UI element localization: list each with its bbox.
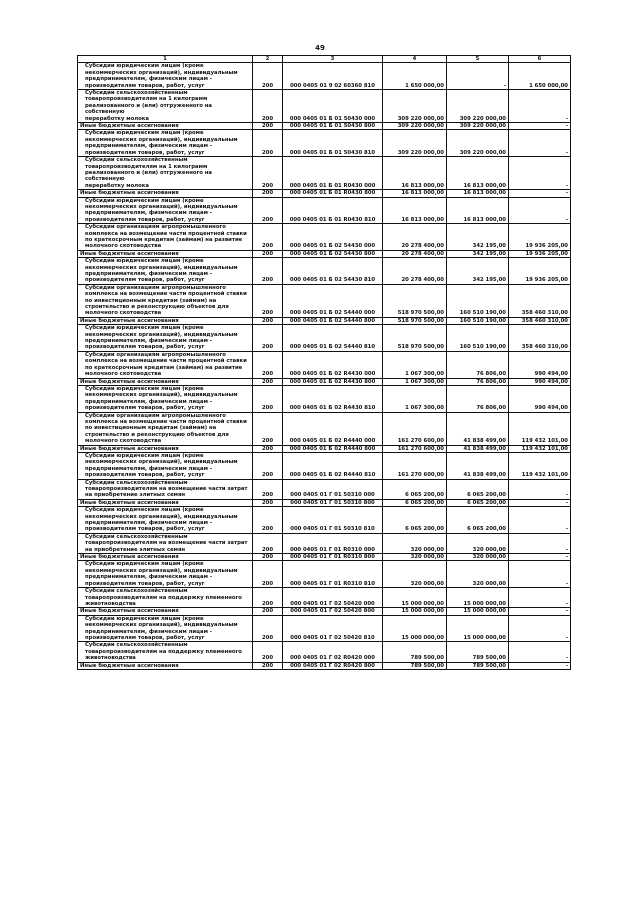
row-name-cell: Иные бюджетные ассигнования bbox=[78, 662, 253, 669]
row-col5-value: 15 000 000,00 bbox=[447, 615, 509, 642]
table-row bbox=[78, 90, 571, 123]
row-col4-value: 320 000,00 bbox=[383, 533, 447, 553]
row-name-cell: Субсидии сельскохозяйственным товаропроизводителям на возмещение части затрат на приобретение элитных семян bbox=[78, 533, 253, 553]
row-kbk-cell: 000 0405 01 Г 02 50420 800 bbox=[283, 608, 383, 615]
row-kbk-cell: 000 0405 01 Г 02 50420 000 bbox=[283, 588, 383, 608]
table-row bbox=[78, 412, 571, 445]
row-kbk-cell: 000 0405 01 Г 02 R0420 000 bbox=[283, 642, 383, 662]
table-row bbox=[78, 588, 571, 608]
row-col5-value: 320 000,00 bbox=[447, 554, 509, 561]
row-code-cell: 200 bbox=[253, 452, 283, 479]
table-row bbox=[78, 608, 571, 615]
table-row bbox=[78, 385, 571, 412]
row-code-cell: 200 bbox=[253, 130, 283, 157]
row-col6-value: 19 936 205,00 bbox=[509, 258, 571, 285]
row-name-cell: Субсидии юридическим лицам (кроме некоммерческих организаций), индивидуальным предпринимателям, физическим лицам - производителям товаров, работ, услуг bbox=[78, 325, 253, 352]
row-kbk-cell: 000 0405 01 Б 02 R4430 000 bbox=[283, 351, 383, 378]
row-kbk-cell: 000 0405 01 9 02 60360 810 bbox=[283, 63, 383, 90]
row-col4-value: 789 500,00 bbox=[383, 642, 447, 662]
row-col6-value: - bbox=[509, 157, 571, 190]
row-kbk-cell: 000 0405 01 Б 02 54440 810 bbox=[283, 325, 383, 352]
row-code-cell: 200 bbox=[253, 190, 283, 197]
table-row bbox=[78, 452, 571, 479]
table-row bbox=[78, 284, 571, 317]
row-name-cell: Субсидии юридическим лицам (кроме некоммерческих организаций), индивидуальным предпринимателям, физическим лицам - производителям товаров, работ, услуг bbox=[78, 385, 253, 412]
row-kbk-cell: 000 0405 01 Б 01 R0430 810 bbox=[283, 197, 383, 224]
budget-table-body bbox=[78, 56, 571, 670]
row-col6-value: - bbox=[509, 642, 571, 662]
row-col6-value: 1 650 000,00 bbox=[509, 63, 571, 90]
row-col5-value: 342 195,00 bbox=[447, 224, 509, 251]
row-kbk-cell: 000 0405 01 Г 01 R0310 800 bbox=[283, 554, 383, 561]
row-code-cell: 200 bbox=[253, 642, 283, 662]
table-row bbox=[78, 197, 571, 224]
row-col6-value: 990 494,00 bbox=[509, 378, 571, 385]
table-row bbox=[78, 507, 571, 534]
row-name-cell: Субсидии сельскохозяйственным товаропроизводителям на возмещение части затрат на приобретение элитных семян bbox=[78, 479, 253, 499]
row-col6-value: - bbox=[509, 190, 571, 197]
row-col4-value: 6 065 200,00 bbox=[383, 507, 447, 534]
row-name-cell: Субсидии юридическим лицам (кроме некоммерческих организаций), индивидуальным предпринимателям, физическим лицам - производителям товаров, работ, услуг bbox=[78, 615, 253, 642]
row-name-cell: Иные бюджетные ассигнования bbox=[78, 499, 253, 506]
row-kbk-cell: 000 0405 01 Б 02 R4430 810 bbox=[283, 385, 383, 412]
row-col4-value: 161 270 600,00 bbox=[383, 452, 447, 479]
row-kbk-cell: 000 0405 01 Г 01 50310 800 bbox=[283, 499, 383, 506]
table-row bbox=[78, 642, 571, 662]
row-code-cell: 200 bbox=[253, 250, 283, 257]
row-col6-value: 358 460 310,00 bbox=[509, 317, 571, 324]
row-code-cell: 200 bbox=[253, 499, 283, 506]
row-name-cell: Иные бюджетные ассигнования bbox=[78, 445, 253, 452]
row-col4-value: 16 813 000,00 bbox=[383, 157, 447, 190]
row-col5-value: 76 806,00 bbox=[447, 351, 509, 378]
table-row bbox=[78, 123, 571, 130]
row-code-cell: 200 bbox=[253, 224, 283, 251]
row-code-cell: 200 bbox=[253, 561, 283, 588]
row-code-cell: 200 bbox=[253, 90, 283, 123]
table-row bbox=[78, 662, 571, 669]
row-col4-value: 518 970 500,00 bbox=[383, 317, 447, 324]
row-col5-value: 309 220 000,00 bbox=[447, 90, 509, 123]
row-col5-value: 342 195,00 bbox=[447, 258, 509, 285]
row-col5-value: 16 813 000,00 bbox=[447, 190, 509, 197]
row-name-cell: Иные бюджетные ассигнования bbox=[78, 317, 253, 324]
row-name-cell: Иные бюджетные ассигнования bbox=[78, 250, 253, 257]
row-code-cell: 200 bbox=[253, 351, 283, 378]
row-col5-value: 160 510 190,00 bbox=[447, 284, 509, 317]
row-col4-value: 320 000,00 bbox=[383, 554, 447, 561]
row-col4-value: 320 000,00 bbox=[383, 561, 447, 588]
row-code-cell: 200 bbox=[253, 157, 283, 190]
row-col6-value: 990 494,00 bbox=[509, 385, 571, 412]
row-kbk-cell: 000 0405 01 Б 02 R4430 800 bbox=[283, 378, 383, 385]
row-name-cell: Субсидии юридическим лицам (кроме некоммерческих организаций), индивидуальным предпринимателям, физическим лицам - производителям товаров, работ, услуг bbox=[78, 130, 253, 157]
row-col6-value: - bbox=[509, 197, 571, 224]
row-col4-value: 161 270 600,00 bbox=[383, 445, 447, 452]
row-code-cell: 200 bbox=[253, 258, 283, 285]
header-col-4: 4 bbox=[383, 56, 447, 63]
row-col5-value: 76 806,00 bbox=[447, 385, 509, 412]
row-col4-value: 789 500,00 bbox=[383, 662, 447, 669]
header-row bbox=[78, 56, 571, 63]
row-col6-value: 990 494,00 bbox=[509, 351, 571, 378]
header-col-3: 3 bbox=[283, 56, 383, 63]
row-kbk-cell: 000 0405 01 Г 02 R0420 800 bbox=[283, 662, 383, 669]
row-code-cell: 200 bbox=[253, 123, 283, 130]
row-col6-value: - bbox=[509, 588, 571, 608]
header-col-1: 1 bbox=[78, 56, 253, 63]
row-col5-value: 342 195,00 bbox=[447, 250, 509, 257]
row-code-cell: 200 bbox=[253, 507, 283, 534]
row-kbk-cell: 000 0405 01 Б 02 54430 800 bbox=[283, 250, 383, 257]
row-col6-value: - bbox=[509, 123, 571, 130]
row-code-cell: 200 bbox=[253, 554, 283, 561]
row-col6-value: 19 936 205,00 bbox=[509, 224, 571, 251]
row-col5-value: 76 806,00 bbox=[447, 378, 509, 385]
table-row bbox=[78, 130, 571, 157]
row-kbk-cell: 000 0405 01 Б 02 54440 000 bbox=[283, 284, 383, 317]
row-name-cell: Иные бюджетные ассигнования bbox=[78, 123, 253, 130]
row-name-cell: Субсидии юридическим лицам (кроме некоммерческих организаций), индивидуальным предпринимателям, физическим лицам - производителям товаров, работ, услуг bbox=[78, 561, 253, 588]
row-name-cell: Субсидии юридическим лицам (кроме некоммерческих организаций), индивидуальным предпринимателям, физическим лицам - производителям товаров, работ, услуг bbox=[78, 452, 253, 479]
row-name-cell: Иные бюджетные ассигнования bbox=[78, 190, 253, 197]
row-name-cell: Субсидии юридическим лицам (кроме некоммерческих организаций), индивидуальным предпринимателям, физическим лицам - производителям товаров, работ, услуг bbox=[78, 63, 253, 90]
row-kbk-cell: 000 0405 01 Г 01 50310 810 bbox=[283, 507, 383, 534]
row-col6-value: - bbox=[509, 608, 571, 615]
row-name-cell: Субсидии сельскохозяйственным товаропроизводителям на поддержку племенного животноводства bbox=[78, 642, 253, 662]
table-row bbox=[78, 378, 571, 385]
table-row bbox=[78, 224, 571, 251]
row-name-cell: Субсидии организациям агропромышленного комплекса на возмещение части процентной ставки по инвестиционным кредитам (займам) на строительство и реконструкцию объектов для молочного скотоводства bbox=[78, 284, 253, 317]
row-col5-value: 16 813 000,00 bbox=[447, 197, 509, 224]
row-name-cell: Субсидии организациям агропромышленного комплекса на возмещение части процентной ставки по краткосрочным кредитам (займам) на развитие молочного скотоводства bbox=[78, 351, 253, 378]
row-col5-value: 160 510 190,00 bbox=[447, 317, 509, 324]
row-col4-value: 20 278 400,00 bbox=[383, 250, 447, 257]
row-col5-value: 41 838 499,00 bbox=[447, 445, 509, 452]
row-col5-value: 789 500,00 bbox=[447, 642, 509, 662]
row-col5-value: 16 813 000,00 bbox=[447, 157, 509, 190]
row-kbk-cell: 000 0405 01 Б 02 R4440 800 bbox=[283, 445, 383, 452]
row-kbk-cell: 000 0405 01 Б 01 R0430 800 bbox=[283, 190, 383, 197]
row-col6-value: - bbox=[509, 561, 571, 588]
row-col6-value: 119 432 101,00 bbox=[509, 412, 571, 445]
row-code-cell: 200 bbox=[253, 445, 283, 452]
row-col5-value: 789 500,00 bbox=[447, 662, 509, 669]
row-col5-value: 6 065 200,00 bbox=[447, 479, 509, 499]
row-code-cell: 200 bbox=[253, 63, 283, 90]
row-col4-value: 15 000 000,00 bbox=[383, 615, 447, 642]
row-col5-value: 320 000,00 bbox=[447, 561, 509, 588]
row-col4-value: 518 970 500,00 bbox=[383, 325, 447, 352]
header-col-2: 2 bbox=[253, 56, 283, 63]
table-row bbox=[78, 63, 571, 90]
row-kbk-cell: 000 0405 01 Г 01 R0310 000 bbox=[283, 533, 383, 553]
row-code-cell: 200 bbox=[253, 325, 283, 352]
row-name-cell: Субсидии сельскохозяйственным товаропроизводителям на 1 килограмм реализованного и (или) отгруженного на собственную переработку молока bbox=[78, 90, 253, 123]
row-col6-value: 358 460 310,00 bbox=[509, 284, 571, 317]
row-col4-value: 309 220 000,00 bbox=[383, 90, 447, 123]
row-col4-value: 16 813 000,00 bbox=[383, 197, 447, 224]
table-row bbox=[78, 615, 571, 642]
table-row bbox=[78, 554, 571, 561]
row-col6-value: 19 936 205,00 bbox=[509, 250, 571, 257]
row-col6-value: - bbox=[509, 615, 571, 642]
row-name-cell: Субсидии юридическим лицам (кроме некоммерческих организаций), индивидуальным предпринимателям, физическим лицам - производителям товаров, работ, услуг bbox=[78, 507, 253, 534]
row-col5-value: 309 220 000,00 bbox=[447, 123, 509, 130]
row-col6-value: 119 432 101,00 bbox=[509, 452, 571, 479]
row-code-cell: 200 bbox=[253, 479, 283, 499]
row-col5-value: 6 065 200,00 bbox=[447, 499, 509, 506]
row-col6-value: - bbox=[509, 90, 571, 123]
row-col5-value: 309 220 000,00 bbox=[447, 130, 509, 157]
table-row bbox=[78, 561, 571, 588]
row-col5-value: 6 065 200,00 bbox=[447, 507, 509, 534]
row-kbk-cell: 000 0405 01 Г 01 R0310 810 bbox=[283, 561, 383, 588]
header-col-6: 6 bbox=[509, 56, 571, 63]
row-name-cell: Иные бюджетные ассигнования bbox=[78, 378, 253, 385]
row-col4-value: 20 278 400,00 bbox=[383, 258, 447, 285]
table-row bbox=[78, 250, 571, 257]
row-kbk-cell: 000 0405 01 Б 01 50430 000 bbox=[283, 90, 383, 123]
row-col4-value: 161 270 600,00 bbox=[383, 412, 447, 445]
row-kbk-cell: 000 0405 01 Б 02 54430 810 bbox=[283, 258, 383, 285]
row-col6-value: - bbox=[509, 507, 571, 534]
row-code-cell: 200 bbox=[253, 615, 283, 642]
row-col4-value: 1 067 300,00 bbox=[383, 378, 447, 385]
row-col4-value: 1 650 000,00 bbox=[383, 63, 447, 90]
row-col6-value: - bbox=[509, 130, 571, 157]
row-kbk-cell: 000 0405 01 Б 01 R0430 000 bbox=[283, 157, 383, 190]
row-name-cell: Иные бюджетные ассигнования bbox=[78, 554, 253, 561]
row-col5-value: 15 000 000,00 bbox=[447, 588, 509, 608]
row-code-cell: 200 bbox=[253, 608, 283, 615]
row-kbk-cell: 000 0405 01 Б 01 50430 800 bbox=[283, 123, 383, 130]
row-kbk-cell: 000 0405 01 Б 02 R4440 000 bbox=[283, 412, 383, 445]
row-col6-value: 119 432 101,00 bbox=[509, 445, 571, 452]
row-col6-value: - bbox=[509, 554, 571, 561]
row-col4-value: 1 067 300,00 bbox=[383, 385, 447, 412]
budget-table bbox=[77, 55, 571, 670]
row-code-cell: 200 bbox=[253, 412, 283, 445]
table-row bbox=[78, 258, 571, 285]
row-col5-value: 41 838 499,00 bbox=[447, 412, 509, 445]
table-row bbox=[78, 533, 571, 553]
row-code-cell: 200 bbox=[253, 533, 283, 553]
row-code-cell: 200 bbox=[253, 317, 283, 324]
table-row bbox=[78, 479, 571, 499]
row-col4-value: 309 220 000,00 bbox=[383, 123, 447, 130]
table-row bbox=[78, 325, 571, 352]
row-name-cell: Субсидии сельскохозяйственным товаропроизводителям на 1 килограмм реализованного и (или) отгруженного на собственную переработку молока bbox=[78, 157, 253, 190]
row-col6-value: - bbox=[509, 479, 571, 499]
row-col5-value: 15 000 000,00 bbox=[447, 608, 509, 615]
row-name-cell: Субсидии организациям агропромышленного комплекса на возмещение части процентной ставки по краткосрочным кредитам (займам) на развитие молочного скотоводства bbox=[78, 224, 253, 251]
row-kbk-cell: 000 0405 01 Б 02 54440 800 bbox=[283, 317, 383, 324]
row-col4-value: 16 813 000,00 bbox=[383, 190, 447, 197]
row-col4-value: 20 278 400,00 bbox=[383, 224, 447, 251]
row-name-cell: Субсидии сельскохозяйственным товаропроизводителям на поддержку племенного животноводства bbox=[78, 588, 253, 608]
row-name-cell: Иные бюджетные ассигнования bbox=[78, 608, 253, 615]
row-kbk-cell: 000 0405 01 Б 02 54430 000 bbox=[283, 224, 383, 251]
row-col4-value: 15 000 000,00 bbox=[383, 588, 447, 608]
row-col6-value: 358 460 310,00 bbox=[509, 325, 571, 352]
table-row bbox=[78, 499, 571, 506]
row-code-cell: 200 bbox=[253, 385, 283, 412]
row-col4-value: 6 065 200,00 bbox=[383, 499, 447, 506]
row-col4-value: 15 000 000,00 bbox=[383, 608, 447, 615]
row-kbk-cell: 000 0405 01 Г 02 50420 810 bbox=[283, 615, 383, 642]
row-col5-value: 320 000,00 bbox=[447, 533, 509, 553]
table-row bbox=[78, 351, 571, 378]
row-code-cell: 200 bbox=[253, 197, 283, 224]
row-col4-value: 6 065 200,00 bbox=[383, 479, 447, 499]
page-number: 49 bbox=[315, 44, 325, 52]
table-row bbox=[78, 317, 571, 324]
row-col5-value: 160 510 190,00 bbox=[447, 325, 509, 352]
row-kbk-cell: 000 0405 01 Б 01 50430 810 bbox=[283, 130, 383, 157]
header-col-5: 5 bbox=[447, 56, 509, 63]
row-col4-value: 518 970 500,00 bbox=[383, 284, 447, 317]
row-kbk-cell: 000 0405 01 Г 01 50310 000 bbox=[283, 479, 383, 499]
table-row bbox=[78, 445, 571, 452]
row-col6-value: - bbox=[509, 533, 571, 553]
row-name-cell: Субсидии юридическим лицам (кроме некоммерческих организаций), индивидуальным предпринимателям, физическим лицам - производителям товаров, работ, услуг bbox=[78, 197, 253, 224]
row-name-cell: Субсидии организациям агропромышленного комплекса на возмещение части процентной ставки по инвестиционным кредитам (займам) на строительство и реконструкцию объектов для молочного скотоводства bbox=[78, 412, 253, 445]
row-kbk-cell: 000 0405 01 Б 02 R4440 810 bbox=[283, 452, 383, 479]
row-col6-value: - bbox=[509, 499, 571, 506]
row-name-cell: Субсидии юридическим лицам (кроме некоммерческих организаций), индивидуальным предпринимателям, физическим лицам - производителям товаров, работ, услуг bbox=[78, 258, 253, 285]
table-row bbox=[78, 157, 571, 190]
row-col4-value: 1 067 300,00 bbox=[383, 351, 447, 378]
row-col4-value: 309 220 000,00 bbox=[383, 130, 447, 157]
row-code-cell: 200 bbox=[253, 284, 283, 317]
row-code-cell: 200 bbox=[253, 588, 283, 608]
row-code-cell: 200 bbox=[253, 662, 283, 669]
row-code-cell: 200 bbox=[253, 378, 283, 385]
row-col5-value: - bbox=[447, 63, 509, 90]
table-row bbox=[78, 190, 571, 197]
row-col5-value: 41 838 499,00 bbox=[447, 452, 509, 479]
row-col6-value: - bbox=[509, 662, 571, 669]
